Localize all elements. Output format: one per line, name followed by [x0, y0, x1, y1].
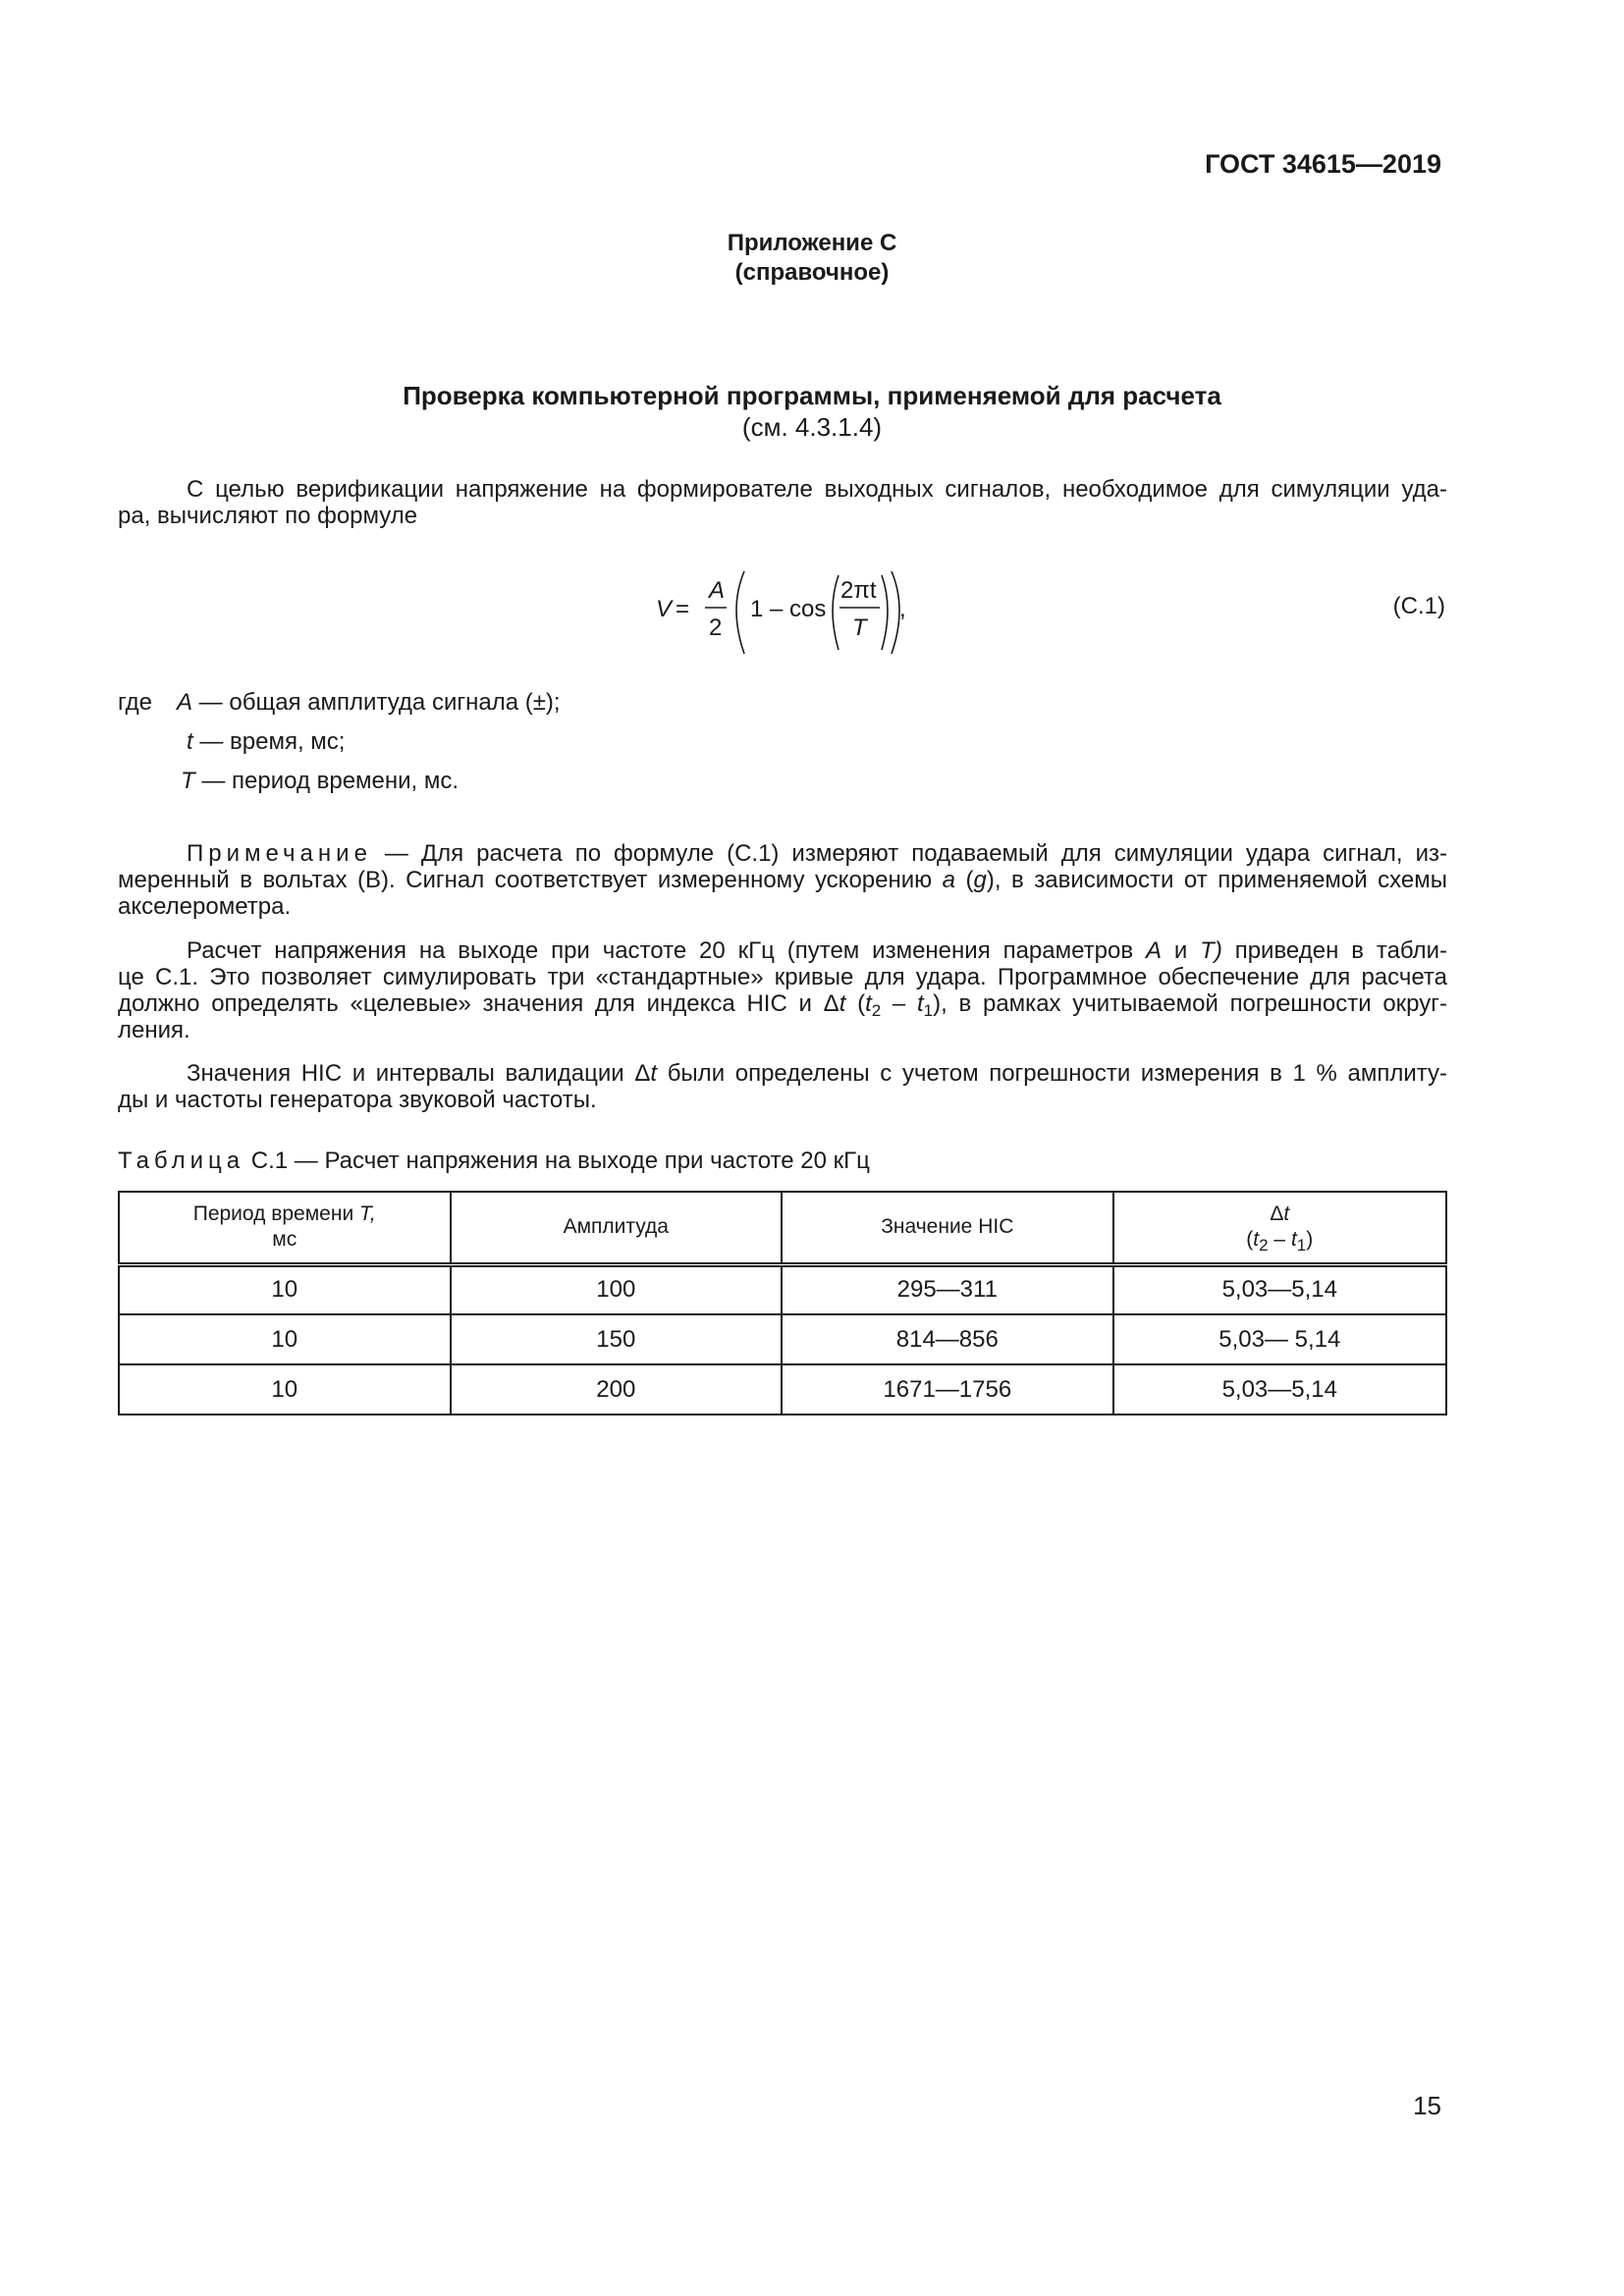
formula-left-paren-inner	[833, 575, 839, 650]
appendix-status: (справочное)	[734, 259, 890, 286]
cell-hic: 1671—1756	[782, 1364, 1113, 1415]
voltage-table	[118, 1191, 1447, 1415]
table-row	[119, 1364, 1446, 1415]
note-line-1: Примечание — Для расчета по формуле (С.1) измеряют подаваемый для симуляции удара сигнал, из-	[187, 840, 1447, 867]
note-paragraph	[118, 840, 1447, 920]
where-item-t: t — время, мс;	[187, 728, 346, 755]
formula-one-minus-cos: 1 – cos	[750, 596, 827, 622]
formula-c1	[628, 560, 943, 667]
calc-line-3: должно определять «целевые» значения для индекса HIC и Δt $(t_2 - t_1)$, в рамках учитываемой погрешности округ-	[118, 990, 1447, 1020]
validation-paragraph	[118, 1060, 1447, 1113]
cell-amplitude: 200	[451, 1364, 783, 1415]
table-header-row	[119, 1192, 1446, 1264]
note-line-2: меренный в вольтах (В). Сигнал соответствует измеренному ускорению a (g), в зависимости от применяемой схемы	[118, 867, 1447, 893]
cell-period: 10	[119, 1364, 451, 1415]
section-title: Проверка компьютерной программы, применяемой для расчета	[403, 381, 1221, 410]
formula-inner-numerator: 2πt	[840, 577, 877, 604]
note-line-3: акселерометра.	[118, 893, 292, 920]
table-caption-label: Таблица	[118, 1148, 245, 1174]
cell-amplitude: 100	[451, 1264, 783, 1314]
calc-line-1: Расчет напряжения на выходе при частоте 20 кГц (путем изменения параметров A и T) приведен в табли-	[187, 937, 1448, 964]
table-caption: Таблица С.1 — Расчет напряжения на выходе при частоте 20 кГц	[118, 1148, 870, 1174]
where-item-a: A — общая амплитуда сигнала (±);	[177, 689, 561, 716]
formula-trailing-comma: ,	[899, 596, 906, 622]
cell-delta-t: 5,03—5,14	[1113, 1264, 1446, 1314]
cell-delta-t: 5,03— 5,14	[1113, 1314, 1446, 1364]
formula-number: (С.1)	[1392, 593, 1445, 619]
cell-delta-t: 5,03—5,14	[1113, 1364, 1446, 1415]
formula-right-paren-outer	[892, 571, 899, 654]
where-item-T: T — период времени, мс.	[181, 768, 460, 794]
formula-inner-denominator: T	[852, 614, 867, 641]
calc-paragraph	[118, 937, 1447, 1043]
formula-left-paren-outer	[736, 571, 744, 654]
cell-period: 10	[119, 1264, 451, 1314]
cell-hic: 814—856	[782, 1314, 1113, 1364]
calc-line-2: це С.1. Это позволяет симулировать три «стандартные» кривые для удара. Программное обеспечение для расчета	[118, 964, 1447, 990]
calc-line-4: ления.	[118, 1017, 190, 1043]
cell-period: 10	[119, 1314, 451, 1364]
header-period: Период времени T, мс	[119, 1192, 451, 1264]
table-row	[119, 1314, 1446, 1364]
note-label: Примечание	[187, 840, 372, 867]
document-code: ГОСТ 34615—2019	[1205, 149, 1441, 179]
header-hic: Значение HIC	[782, 1192, 1113, 1264]
validation-line-2: ды и частоты генератора звуковой частоты.	[118, 1087, 597, 1113]
intro-line-2: ра, вычисляют по формуле	[118, 503, 418, 529]
intro-paragraph	[118, 476, 1447, 529]
formula-denominator-2: 2	[709, 614, 723, 641]
formula-lhs: V	[656, 596, 673, 622]
formula-numerator-a: A	[709, 577, 726, 604]
where-lead: где	[118, 689, 153, 716]
cell-amplitude: 150	[451, 1314, 783, 1364]
page-number: 15	[1413, 2091, 1441, 2120]
formula-right-paren-inner	[882, 575, 888, 650]
header-amplitude: Амплитуда	[451, 1192, 783, 1264]
formula-equals: =	[676, 596, 690, 622]
table-row	[119, 1264, 1446, 1314]
intro-line-1: С целью верификации напряжение на формирователе выходных сигналов, необходимое для симуляции уда-	[187, 476, 1447, 503]
validation-line-1: Значения HIC и интервалы валидации Δt были определены с учетом погрешности измерения в 1 % амплиту-	[187, 1060, 1448, 1087]
header-delta-t: Δt $(t_2 - t_1)$	[1113, 1192, 1446, 1264]
cell-hic: 295—311	[782, 1264, 1113, 1314]
section-reference: (см. 4.3.1.4)	[741, 412, 883, 442]
appendix-name: Приложение С	[727, 230, 897, 256]
